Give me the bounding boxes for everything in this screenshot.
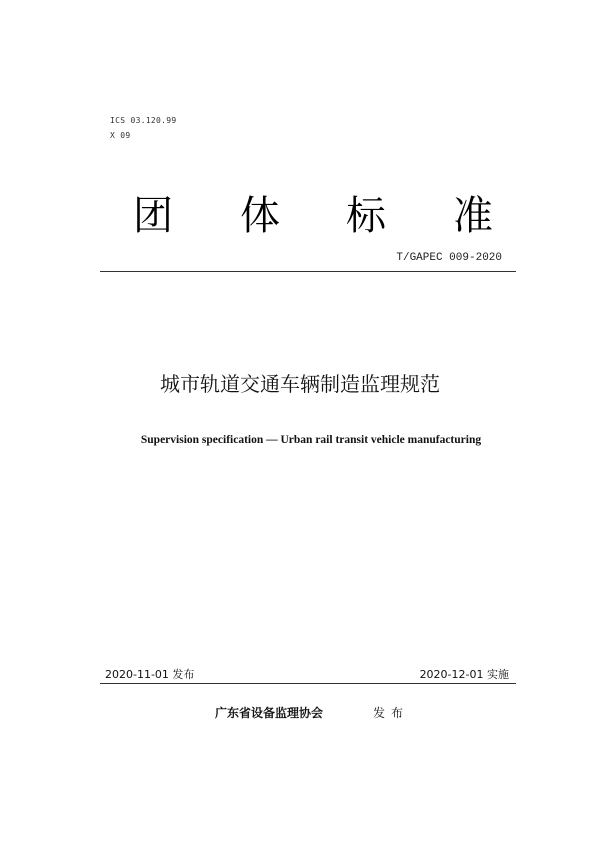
- bottom-divider: [100, 683, 516, 684]
- chinese-title: 城市轨道交通车辆制造监理规范: [160, 372, 440, 396]
- standard-type-heading: [0, 188, 600, 248]
- english-title: Supervision specification — Urban rail transit vehicle manufacturing: [140, 434, 482, 446]
- ccs-code: X 09: [110, 131, 131, 140]
- top-divider: [100, 271, 516, 272]
- standard-number: T/GAPEC 009-2020: [396, 252, 502, 264]
- publisher-name: 广东省设备监理协会: [215, 706, 324, 720]
- heading-char: 标: [346, 193, 386, 239]
- issue-date: 2020-11-01 发布: [105, 668, 195, 681]
- heading-char: 体: [240, 193, 280, 239]
- implementation-date: 2020-12-01 实施: [419, 668, 509, 681]
- ics-code: ICS 03.120.99: [110, 116, 177, 125]
- publish-label: 发布: [373, 706, 410, 720]
- heading-char: 团: [133, 193, 173, 239]
- heading-char: 准: [453, 193, 493, 239]
